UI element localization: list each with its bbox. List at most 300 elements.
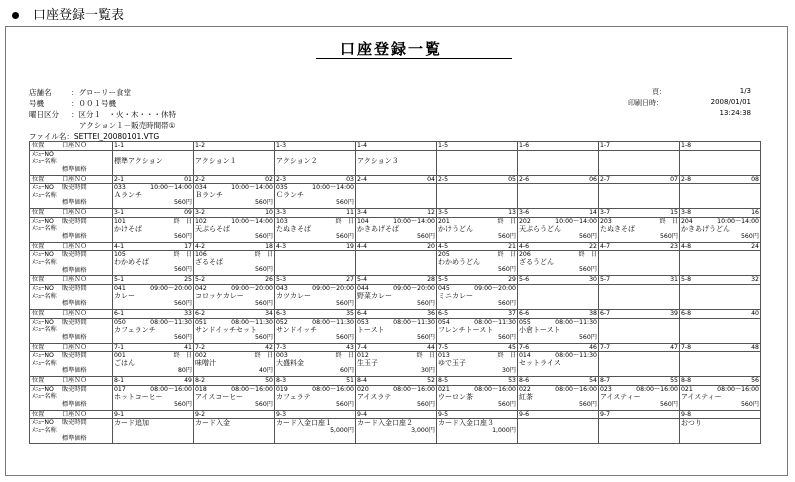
print-label: 印刷日時： (628, 99, 663, 107)
menu-cell (518, 352, 599, 377)
position-value: 9-3 (276, 410, 287, 418)
store-label: 店舗名 (29, 88, 52, 97)
account-no-value: 38 (589, 309, 597, 317)
menu-no-value: 055 (519, 318, 531, 326)
menu-row (30, 352, 761, 377)
position-value: 7-6 (519, 343, 530, 351)
sales-time-value: 終 日 (497, 352, 516, 360)
position-cell (518, 343, 599, 352)
sales-time-value: 終 日 (497, 217, 516, 225)
menu-cell (113, 385, 194, 410)
position-cell (113, 343, 194, 352)
position-value: 3-8 (681, 209, 692, 217)
menu-name-value: Ｂランチ (195, 191, 223, 200)
position-row (30, 410, 761, 419)
label-cell (30, 377, 113, 386)
position-value: 6-8 (681, 309, 692, 317)
menu-cell (275, 284, 356, 309)
price-value: 560円 (255, 266, 273, 274)
account-no-value: 11 (346, 209, 354, 217)
menu-no-value: 034 (195, 184, 207, 192)
menu-name-label: ﾒﾆｭｰ名称 (32, 393, 57, 401)
position-cell (680, 242, 761, 251)
menu-name-value: カフェランチ (114, 325, 156, 334)
position-value: 8-5 (438, 377, 449, 385)
position-value: 4-6 (519, 242, 530, 250)
menu-cell (356, 251, 437, 276)
position-cell (437, 309, 518, 318)
position-value: 2-2 (195, 175, 206, 183)
menu-no-value: 103 (276, 217, 288, 225)
position-cell (680, 309, 761, 318)
menu-row (30, 251, 761, 276)
position-row (30, 377, 761, 386)
position-value: 9-8 (681, 410, 692, 418)
position-row (30, 175, 761, 184)
sales-time-value: 終 日 (335, 217, 354, 225)
label-cell (30, 242, 113, 251)
account-no-value: 02 (265, 175, 273, 183)
label-cell (30, 142, 113, 151)
std-price-label: 標準価格 (62, 165, 87, 173)
menu-name-value: かけそば (114, 224, 142, 233)
sales-time-value: 08:00～16:00 (312, 385, 354, 393)
position-cell (356, 377, 437, 386)
menu-name-value: カフェラテ (276, 392, 311, 401)
sales-time-value: 終 日 (173, 251, 192, 259)
menu-cell (680, 318, 761, 343)
menu-cell (518, 251, 599, 276)
menu-cell (113, 352, 194, 377)
price-value: 560円 (336, 232, 354, 240)
position-cell (599, 377, 680, 386)
position-value: 1-8 (681, 142, 692, 149)
account-no-value: 01 (184, 175, 192, 183)
sales-time-value: 08:00～16:00 (636, 385, 678, 393)
position-row (30, 276, 761, 285)
sales-time-value: 08:00～11:30 (555, 352, 597, 360)
account-no-value: 03 (346, 175, 354, 183)
price-value: 560円 (579, 266, 597, 274)
position-cell (680, 142, 761, 151)
position-label: 位置 (32, 309, 45, 317)
position-cell (437, 242, 518, 251)
account-no-label: 口座ＮＯ (62, 309, 87, 317)
menu-name-value: 天ぷらうどん (519, 224, 561, 233)
menu-name-value: カード入金口座３ (438, 419, 494, 428)
menu-no-value: 041 (114, 284, 126, 292)
account-no-value: 54 (589, 377, 597, 385)
price-value: 560円 (174, 266, 192, 274)
position-cell (599, 175, 680, 184)
account-no-value: 52 (427, 377, 435, 385)
position-value: 2-5 (438, 175, 449, 183)
menu-cell (437, 284, 518, 309)
menu-no-value: 044 (357, 284, 369, 292)
page-value: 1/3 (739, 87, 751, 95)
label-cell (30, 309, 113, 318)
account-no-value: 53 (508, 377, 516, 385)
account-no-value: 24 (751, 242, 759, 250)
sales-time-label: 販売時間 (62, 385, 87, 393)
position-value: 8-8 (681, 377, 692, 385)
menu-no-value: 022 (519, 385, 531, 393)
menu-row (30, 150, 761, 175)
price-value: 560円 (255, 299, 273, 307)
price-value: 1,000円 (492, 427, 516, 435)
menu-no-value: 020 (357, 385, 369, 393)
position-value: 1-6 (519, 142, 530, 149)
position-value: 5-3 (276, 276, 287, 284)
position-cell (194, 209, 275, 218)
position-cell (194, 410, 275, 419)
action-cell (194, 150, 275, 175)
position-cell (680, 175, 761, 184)
menu-no-value: 051 (195, 318, 207, 326)
position-cell (599, 343, 680, 352)
price-value: 60円 (339, 367, 354, 375)
menu-cell (518, 217, 599, 242)
position-value: 3-3 (276, 209, 287, 217)
label-cell (30, 276, 113, 285)
position-cell (275, 343, 356, 352)
position-cell (518, 175, 599, 184)
position-value: 5-4 (357, 276, 368, 284)
menu-row (30, 385, 761, 410)
menu-name-value: カレー (114, 291, 135, 300)
menu-no-value: 019 (276, 385, 288, 393)
account-no-value: 37 (508, 309, 516, 317)
price-value: 560円 (579, 232, 597, 240)
label-cell (30, 419, 113, 444)
price-value: 560円 (255, 333, 273, 341)
account-no-value: 45 (508, 343, 516, 351)
account-no-value: 16 (751, 209, 759, 217)
account-no-value: 36 (427, 309, 435, 317)
sales-time-value: 10:00～14:00 (150, 184, 192, 192)
menu-cell (194, 318, 275, 343)
position-value: 4-4 (357, 242, 368, 250)
menu-no-value: 012 (357, 352, 369, 360)
menu-no-label: ﾒﾆｭｰNO (32, 352, 54, 360)
label-cell (30, 410, 113, 419)
std-price-label: 標準価格 (62, 300, 87, 308)
account-no-value: 19 (346, 242, 354, 250)
position-value: 6-1 (114, 309, 125, 317)
price-value: 560円 (741, 400, 759, 408)
position-row (30, 343, 761, 352)
position-value: 1-3 (276, 142, 287, 149)
account-no-value: 22 (589, 242, 597, 250)
position-value: 9-1 (114, 410, 125, 418)
menu-cell (194, 385, 275, 410)
price-value: 560円 (174, 232, 192, 240)
menu-no-value: 054 (438, 318, 450, 326)
account-no-value: 06 (589, 175, 597, 183)
position-cell (437, 377, 518, 386)
price-value: 560円 (174, 333, 192, 341)
menu-name-value: カード入金 (195, 419, 230, 428)
sales-time-label: 販売時間 (62, 184, 87, 192)
menu-name-value: 天ぷらそば (195, 224, 230, 233)
menu-cell (113, 419, 194, 444)
action-name (681, 151, 759, 158)
position-cell (437, 410, 518, 419)
position-value: 3-1 (114, 209, 125, 217)
menu-no-value: 101 (114, 217, 126, 225)
sales-time-value: 08:00～11:30 (393, 318, 435, 326)
menu-no-value: 017 (114, 385, 126, 393)
position-cell (113, 276, 194, 285)
menu-name-value: たぬきそば (276, 224, 311, 233)
position-value: 4-7 (600, 242, 611, 250)
sales-time-value: 09:00～20:00 (474, 284, 516, 292)
position-value: 2-8 (681, 175, 692, 183)
store-value: ：グローリー食堂 (71, 88, 131, 97)
price-value: 560円 (498, 266, 516, 274)
menu-cell (599, 251, 680, 276)
number-value: ：００１号機 (71, 99, 116, 108)
position-cell (275, 175, 356, 184)
menu-cell (194, 352, 275, 377)
menu-cell (356, 352, 437, 377)
position-cell (356, 142, 437, 151)
menu-name-value: 味噌汁 (195, 359, 216, 368)
action-name: アクション１ (195, 156, 237, 165)
account-no-value: 50 (265, 377, 273, 385)
label-cell (30, 352, 113, 377)
menu-cell (680, 352, 761, 377)
menu-no-value: 206 (519, 251, 531, 259)
menu-cell (275, 419, 356, 444)
sales-time-label: 販売時間 (62, 318, 87, 326)
position-row (30, 142, 761, 151)
menu-name-value: トースト (357, 325, 385, 334)
menu-no-value: 104 (357, 217, 369, 225)
menu-name-value: フレンチトースト (438, 325, 494, 334)
price-value: 30円 (501, 367, 516, 375)
position-value: 3-7 (600, 209, 611, 217)
menu-no-value: 021 (438, 385, 450, 393)
menu-name-value: かけうどん (438, 224, 473, 233)
position-cell (275, 242, 356, 251)
position-value: 2-1 (114, 175, 125, 183)
day-label: 曜日区分 (29, 110, 59, 119)
position-cell (518, 209, 599, 218)
menu-name-label: ﾒﾆｭｰ名称 (32, 292, 57, 300)
action-cell (680, 150, 761, 175)
position-cell (194, 343, 275, 352)
account-no-value: 40 (751, 309, 759, 317)
position-value: 8-6 (519, 377, 530, 385)
number-label: 号機 (29, 99, 44, 108)
account-no-value: 49 (184, 377, 192, 385)
account-no-label: 口座ＮＯ (62, 343, 87, 351)
position-cell (356, 410, 437, 419)
sales-time-value: 08:00～16:00 (150, 385, 192, 393)
sales-time-value: 終 日 (254, 251, 273, 259)
position-cell (680, 276, 761, 285)
account-no-value: 44 (427, 343, 435, 351)
menu-cell (275, 352, 356, 377)
position-cell (680, 410, 761, 419)
account-no-value: 32 (751, 276, 759, 284)
std-price-label: 標準価格 (62, 367, 87, 375)
account-no-value: 29 (508, 276, 516, 284)
std-price-label: 標準価格 (62, 232, 87, 240)
menu-row (30, 217, 761, 242)
position-cell (113, 377, 194, 386)
menu-no-value: 018 (195, 385, 207, 393)
account-no-value: 34 (265, 309, 273, 317)
menu-cell (599, 419, 680, 444)
price-value: 560円 (255, 400, 273, 408)
account-no-value: 04 (427, 175, 435, 183)
menu-cell (680, 419, 761, 444)
sales-time-value: 08:00～11:30 (555, 318, 597, 326)
menu-cell (599, 318, 680, 343)
position-value: 5-2 (195, 276, 206, 284)
menu-name-label: ﾒﾆｭｰ名称 (32, 359, 57, 367)
label-cell (30, 284, 113, 309)
menu-cell (518, 284, 599, 309)
account-no-label: 口座ＮＯ (62, 377, 87, 385)
sales-time-value: 08:00～16:00 (717, 385, 759, 393)
menu-no-value: 003 (276, 352, 288, 360)
menu-name-label: ﾒﾆｭｰ名称 (32, 158, 57, 166)
menu-name-value: カツカレー (276, 291, 311, 300)
action-cell (113, 150, 194, 175)
price-value: 5,000円 (330, 427, 354, 435)
sales-time-value: 08:00～11:30 (474, 318, 516, 326)
position-value: 5-7 (600, 276, 611, 284)
menu-cell (275, 184, 356, 209)
sales-time-value: 08:00～16:00 (555, 385, 597, 393)
position-cell (275, 209, 356, 218)
std-price-label: 標準価格 (62, 434, 87, 442)
price-value: 560円 (498, 333, 516, 341)
position-cell (680, 209, 761, 218)
action-name: アクション３ (357, 156, 399, 165)
sales-time-value: 08:00～11:30 (231, 318, 273, 326)
sales-time-value: 終 日 (173, 352, 192, 360)
std-price-label: 標準価格 (62, 266, 87, 274)
menu-cell (518, 184, 599, 209)
position-cell (275, 309, 356, 318)
position-value: 7-7 (600, 343, 611, 351)
position-value: 4-5 (438, 242, 449, 250)
account-no-value: 33 (184, 309, 192, 317)
position-value: 6-2 (195, 309, 206, 317)
price-value: 560円 (417, 232, 435, 240)
price-value: 560円 (660, 400, 678, 408)
position-value: 9-6 (519, 410, 530, 418)
account-no-value: 28 (427, 276, 435, 284)
menu-name-value: 小倉トースト (519, 325, 561, 334)
position-value: 8-2 (195, 377, 206, 385)
menu-no-value: 204 (681, 217, 693, 225)
position-value: 8-3 (276, 377, 287, 385)
account-no-value: 56 (751, 377, 759, 385)
price-value: 560円 (174, 199, 192, 207)
account-no-value: 27 (346, 276, 354, 284)
price-value: 560円 (579, 400, 597, 408)
menu-name-value: セットライス (519, 359, 561, 368)
menu-no-value: 035 (276, 184, 288, 192)
menu-cell (680, 251, 761, 276)
position-cell (437, 276, 518, 285)
position-value: 9-4 (357, 410, 368, 418)
account-no-value: 15 (670, 209, 678, 217)
action-name (600, 151, 678, 158)
position-cell (437, 209, 518, 218)
account-no-value: 55 (670, 377, 678, 385)
account-no-value: 51 (346, 377, 354, 385)
menu-name-value: アイスコーヒー (195, 392, 244, 401)
position-cell (599, 209, 680, 218)
menu-no-value: 001 (114, 352, 126, 360)
account-no-value: 48 (751, 343, 759, 351)
position-value: 6-4 (357, 309, 368, 317)
action-value: アクション１－販売時間帯① (79, 121, 176, 130)
position-value: 1-2 (195, 142, 206, 149)
account-no-value: 23 (670, 242, 678, 250)
account-no-label: 口座ＮＯ (62, 410, 87, 418)
menu-no-value: 102 (195, 217, 207, 225)
account-no-value: 31 (670, 276, 678, 284)
menu-name-value: かきあげそば (357, 224, 399, 233)
position-cell (113, 209, 194, 218)
sales-time-value: 10:00～14:00 (231, 217, 273, 225)
price-value: 3,000円 (411, 427, 435, 435)
menu-name-value: 紅茶 (519, 392, 533, 401)
price-value: 560円 (336, 333, 354, 341)
position-value: 8-4 (357, 377, 368, 385)
menu-row (30, 184, 761, 209)
menu-no-label: ﾒﾆｭｰNO (32, 217, 54, 225)
account-no-value: 09 (184, 209, 192, 217)
position-cell (113, 175, 194, 184)
sales-time-label: 販売時間 (62, 217, 87, 225)
label-cell (30, 209, 113, 218)
position-row (30, 309, 761, 318)
menu-cell (437, 217, 518, 242)
menu-cell (356, 184, 437, 209)
menu-name-value: たぬきそば (600, 224, 635, 233)
position-cell (518, 410, 599, 419)
menu-name-value: Ｃランチ (276, 191, 304, 200)
menu-name-value: サンドイッチ (276, 325, 318, 334)
price-value: 30円 (420, 367, 435, 375)
menu-name-value: カード入金口座１ (276, 419, 332, 428)
menu-no-value: 201 (438, 217, 450, 225)
account-no-value: 21 (508, 242, 516, 250)
menu-cell (518, 318, 599, 343)
menu-row (30, 318, 761, 343)
menu-no-label: ﾒﾆｭｰNO (32, 419, 54, 427)
sales-time-value: 終 日 (497, 251, 516, 259)
menu-cell (194, 184, 275, 209)
sales-time-value: 08:00～16:00 (393, 385, 435, 393)
section-title: 口座登録一覧表 (33, 8, 125, 23)
price-value: 560円 (498, 299, 516, 307)
account-no-value: 25 (184, 276, 192, 284)
menu-no-label: ﾒﾆｭｰNO (32, 184, 54, 192)
position-row (30, 242, 761, 251)
account-no-value: 07 (670, 175, 678, 183)
print-time: 13:24:38 (719, 109, 751, 117)
position-value: 6-7 (600, 309, 611, 317)
